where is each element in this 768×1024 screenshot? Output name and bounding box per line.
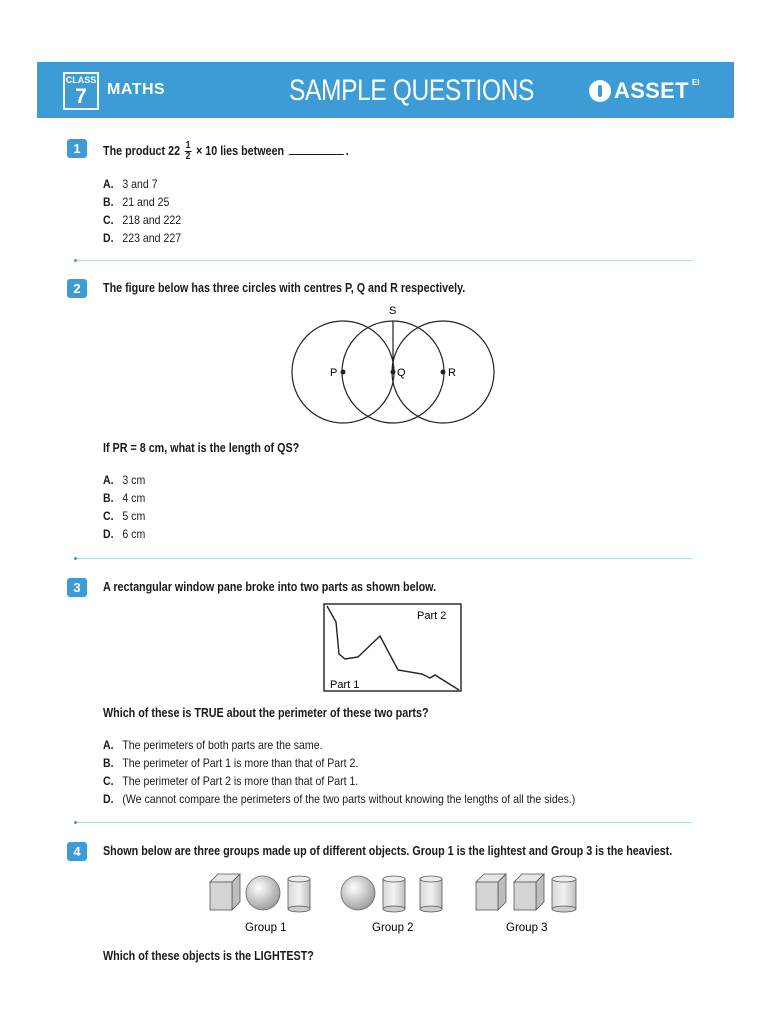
point-r [441, 370, 446, 375]
cube-icon [210, 874, 240, 910]
option-letter: A. [103, 473, 114, 487]
sphere-icon [341, 876, 375, 910]
option-b[interactable] [103, 754, 575, 772]
option-letter: B. [103, 195, 114, 209]
option-text: 5 cm [122, 509, 146, 523]
option-text: The perimeter of Part 2 is more than that of Part 1. [122, 774, 359, 788]
question-text-end: . [345, 143, 349, 158]
option-c[interactable] [103, 507, 145, 525]
option-a[interactable] [103, 471, 145, 489]
question-text: The figure below has three circles with centres P, Q and R respectively. [103, 281, 466, 295]
group-2-objects [341, 876, 442, 912]
sub-question: Which of these objects is the LIGHTEST? [103, 949, 314, 963]
option-text: The perimeters of both parts are the same. [122, 738, 323, 752]
label-r: R [448, 367, 456, 379]
sphere-icon [246, 876, 280, 910]
answer-blank [289, 144, 344, 155]
question-number: 4 [67, 842, 87, 861]
option-d[interactable] [103, 229, 181, 247]
question-1 [67, 139, 707, 249]
label-q: Q [397, 367, 406, 379]
question-text [103, 141, 349, 162]
separator [75, 822, 693, 823]
group-3-label: Group 3 [506, 922, 548, 934]
label-part-1: Part 1 [330, 679, 360, 691]
option-text: 6 cm [122, 527, 146, 541]
cylinder-icon [288, 876, 310, 912]
option-text: 4 cm [122, 491, 146, 505]
option-letter: C. [103, 213, 114, 227]
option-letter: D. [103, 231, 114, 245]
asset-logo-text: ASSET [614, 78, 689, 103]
options-list [103, 471, 151, 543]
question-text: A rectangular window pane broke into two parts as shown below. [103, 580, 437, 594]
separator [75, 260, 693, 261]
option-letter: B. [103, 491, 114, 505]
cube-icon [476, 874, 506, 910]
cylinder-icon [383, 876, 405, 912]
question-number: 1 [67, 139, 87, 158]
option-text: 223 and 227 [122, 231, 182, 245]
class-number: 7 [75, 85, 87, 108]
label-p: P [330, 367, 338, 379]
header-banner [37, 62, 734, 118]
question-text-before: The product 22 [103, 143, 181, 158]
class-label: CLASS [65, 75, 97, 85]
option-letter: C. [103, 509, 114, 523]
subject-label: MATHS [107, 81, 166, 98]
group-1-objects [210, 874, 310, 912]
option-b[interactable] [103, 489, 145, 507]
circles-figure [285, 300, 500, 430]
class-badge [63, 72, 99, 110]
option-d[interactable] [103, 525, 145, 543]
fraction [185, 141, 192, 162]
option-letter: A. [103, 738, 114, 752]
question-text: Shown below are three groups made up of different objects. Group 1 is the lightest and Group 3 is the heaviest. [103, 844, 673, 858]
point-q [391, 370, 396, 375]
option-a[interactable] [103, 736, 575, 754]
group-3-objects [476, 874, 576, 912]
group-1-label: Group 1 [245, 922, 287, 934]
option-letter: D. [103, 792, 114, 806]
groups-figure [200, 870, 590, 940]
option-text: 21 and 25 [122, 195, 170, 209]
label-s: S [389, 305, 397, 317]
option-a[interactable] [103, 175, 181, 193]
option-text: 3 and 7 [122, 177, 158, 191]
asset-logo [589, 78, 699, 104]
asset-logo-superscript: EI [691, 77, 700, 87]
option-text: 218 and 222 [122, 213, 182, 227]
option-b[interactable] [103, 193, 181, 211]
page-title: SAMPLE QUESTIONS [289, 74, 534, 107]
option-letter: D. [103, 527, 114, 541]
option-d[interactable] [103, 790, 575, 808]
asset-logo-icon [589, 80, 611, 102]
option-letter: A. [103, 177, 114, 191]
option-c[interactable] [103, 211, 181, 229]
options-list [103, 736, 640, 808]
cylinder-icon [552, 876, 576, 912]
question-number: 3 [67, 578, 87, 597]
option-text: (We cannot compare the perimeters of the two parts without knowing the lengths of all the sides.) [122, 792, 576, 806]
fraction-numerator: 1 [185, 140, 191, 151]
separator [75, 558, 693, 559]
question-number: 2 [67, 279, 87, 298]
option-letter: B. [103, 756, 114, 770]
group-2-label: Group 2 [372, 922, 414, 934]
cylinder-icon [420, 876, 442, 912]
cube-icon [514, 874, 544, 910]
option-text: 3 cm [122, 473, 146, 487]
sub-question: Which of these is TRUE about the perimeter of these two parts? [103, 706, 429, 720]
option-letter: C. [103, 774, 114, 788]
question-text-after: × 10 lies between [195, 143, 285, 158]
point-p [341, 370, 346, 375]
option-text: The perimeter of Part 1 is more than that of Part 2. [122, 756, 359, 770]
window-pane-figure [322, 602, 464, 694]
label-part-2: Part 2 [417, 610, 447, 622]
options-list [103, 175, 192, 247]
sub-question: If PR = 8 cm, what is the length of QS? [103, 441, 300, 455]
fraction-denominator: 2 [185, 151, 191, 162]
option-c[interactable] [103, 772, 575, 790]
